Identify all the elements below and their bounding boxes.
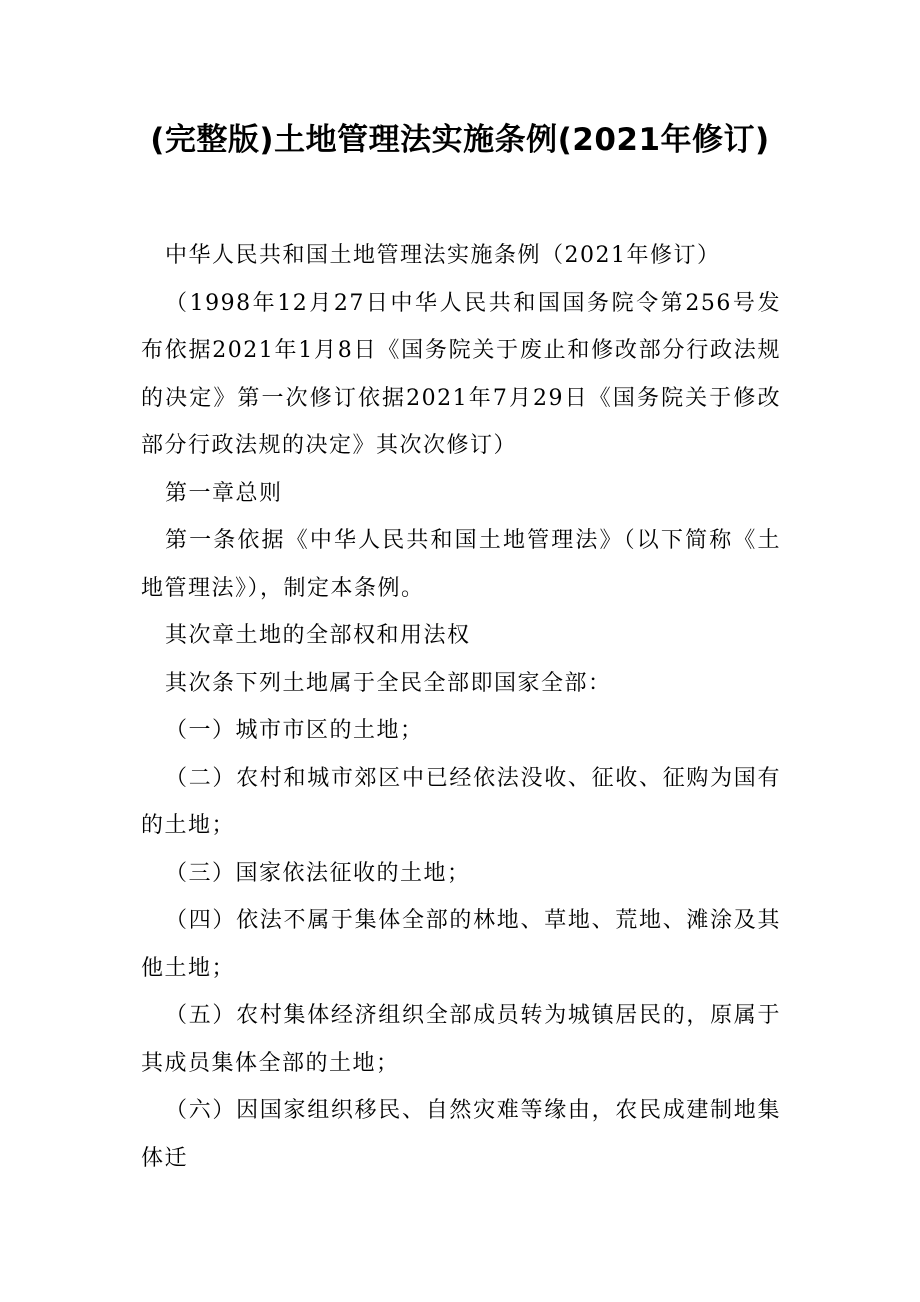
article-2-item-4: （四）依法不属于集体全部的林地、草地、荒地、滩涂及其他土地；: [141, 908, 781, 981]
document-title: (完整版)土地管理法实施条例(2021年修订): [150, 122, 770, 158]
chapter-heading-ownership: 其次章土地的全部权和用法权: [165, 623, 471, 648]
article-1: 第一条依据《中华人民共和国土地管理法》（以下简称《土地管理法》），制定本条例。: [141, 528, 781, 601]
article-2: 其次条下列土地属于全民全部即国家全部：: [165, 670, 612, 696]
article-2-item-2: （二）农村和城市郊区中已经依法没收、征收、征购为国有的土地；: [141, 765, 781, 838]
paragraph-regulation-name: 中华人民共和国土地管理法实施条例（2021年修订）: [165, 243, 721, 268]
paragraph-revision-history: （1998年12月27日中华人民共和国国务院令第256号发布依据2021年1月8日《国务院关于废止和修改部分行政法规的决定》第一次修订依据2021年7月29日《国务院关于修改部分行政法规的决定》其次次修订）: [141, 290, 781, 458]
article-2-item-3: （三）国家依法征收的土地；: [165, 860, 471, 886]
chapter-heading-general: 第一章总则: [165, 480, 283, 506]
document-body: [141, 232, 781, 1182]
article-2-item-5: （五）农村集体经济组织全部成员转为城镇居民的，原属于其成员集体全部的土地；: [141, 1003, 781, 1076]
article-2-item-1: （一）城市市区的土地；: [165, 718, 424, 743]
article-2-item-6: （六）因国家组织移民、自然灾难等缘由，农民成建制地集体迁: [141, 1098, 781, 1171]
